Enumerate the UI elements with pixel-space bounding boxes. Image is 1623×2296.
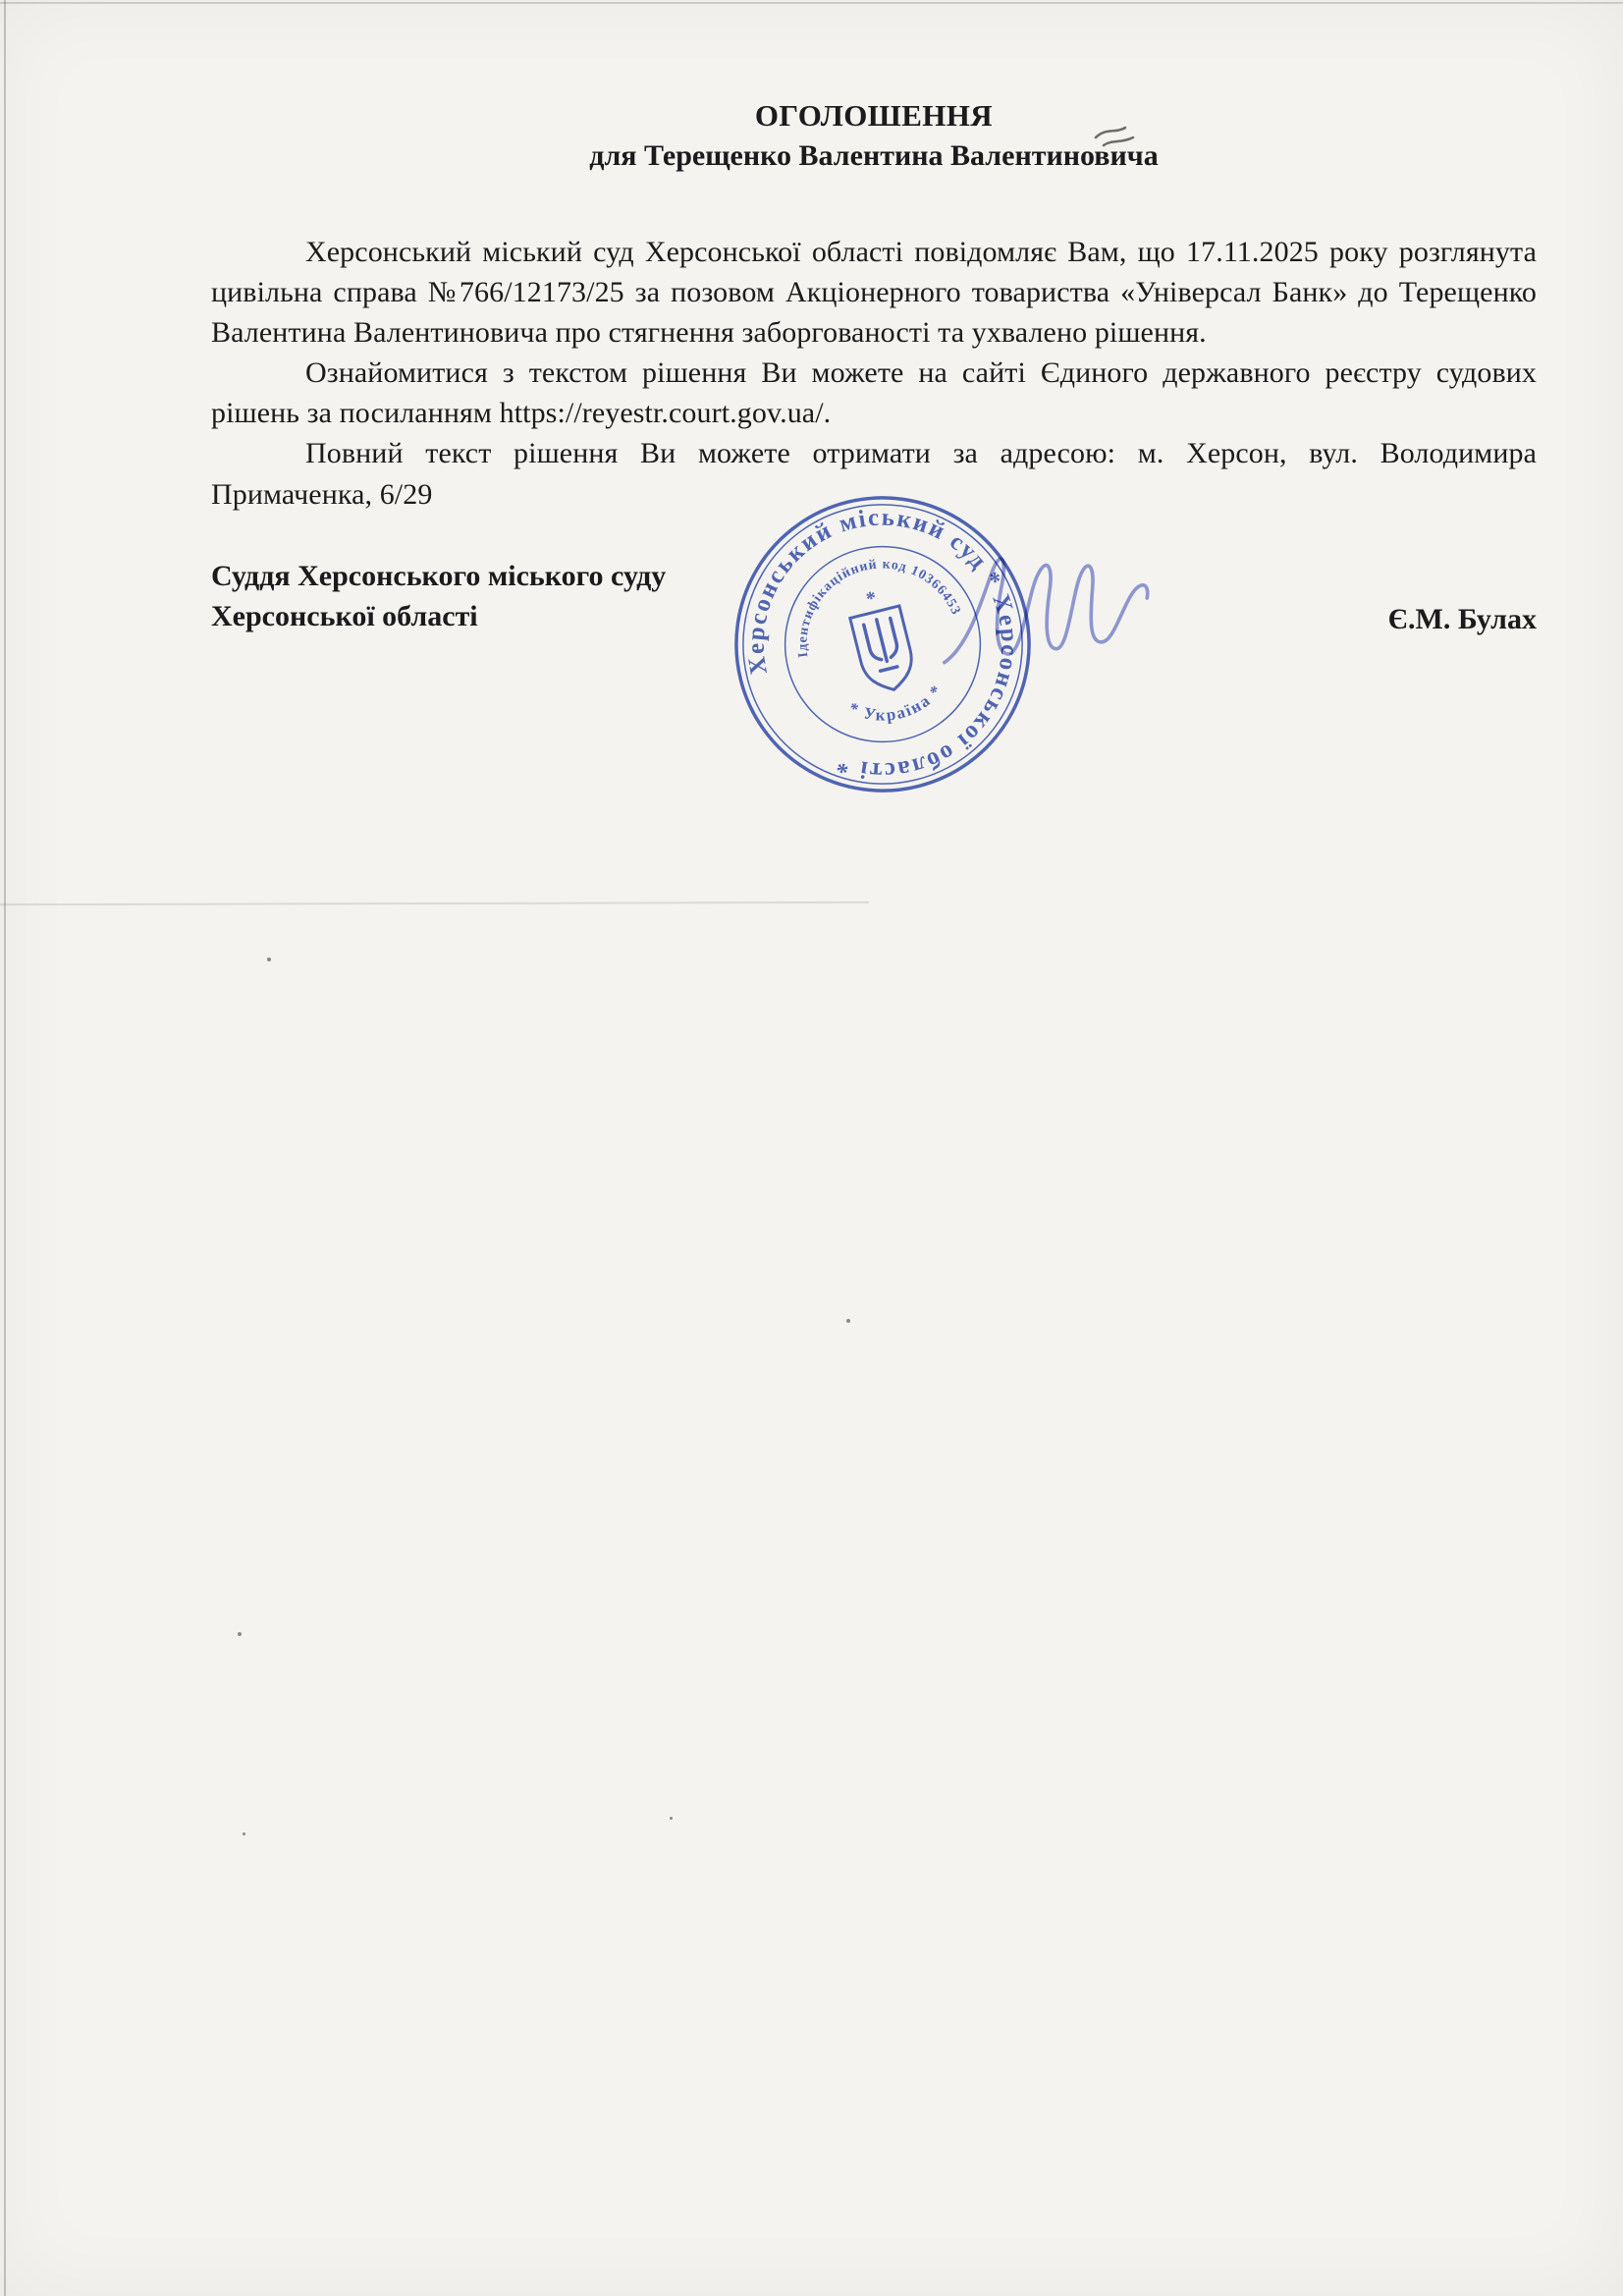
scan-speck (267, 957, 271, 961)
scan-fold-line (0, 902, 869, 905)
scan-edge-left (4, 0, 6, 2296)
scan-edge-top (0, 2, 1623, 4)
signature-role-line2: Херсонської області (211, 600, 478, 633)
paragraph-address: Повний текст рішення Ви можете отримати за адресою: м. Херсон, вул. Володимира Примаченка, 6/29 (211, 437, 1537, 511)
stamp-ring-text: Херсонський міський суд * Херсонської області * (742, 504, 1023, 785)
page-title: ОГОЛОШЕННЯ (754, 98, 994, 133)
judge-signature-scribble (924, 518, 1184, 695)
scan-speck (238, 1632, 242, 1636)
signature-role (211, 556, 666, 637)
stamp-id-code-text: Ідентифікаційний код 10366453 (795, 557, 964, 659)
paragraph-registry-link: Ознайомитися з текстом рішення Ви можете на сайті Єдиного державного реєстру судових рішень за посиланням https://reyestr.court.gov.ua/. (211, 356, 1537, 430)
scan-speck (846, 1319, 850, 1323)
signature-role-line1: Суддя Херсонського міського суду (211, 559, 667, 592)
paragraph-case-info: Херсонський міський суд Херсонської області повідомляє Вам, що 17.11.2025 року розглянута цивільна справа №766/12173/25 за позовом Акціонерного товариства «Універсал Банк» до Терещенко Валентина Валентиновича про стягнення заборгованості та ухвалено рішення. (211, 236, 1537, 350)
scan-speck (670, 1817, 673, 1820)
trident-icon (863, 617, 901, 673)
scan-speck (243, 1832, 245, 1835)
stamp-country-text: * Україна * (845, 680, 947, 725)
page-subtitle: для Терещенко Валентина Валентиновича (589, 139, 1159, 172)
pen-mark (1092, 122, 1139, 149)
stamp-center-star: * (863, 586, 879, 611)
signature-name: Є.М. Булах (1387, 603, 1537, 636)
